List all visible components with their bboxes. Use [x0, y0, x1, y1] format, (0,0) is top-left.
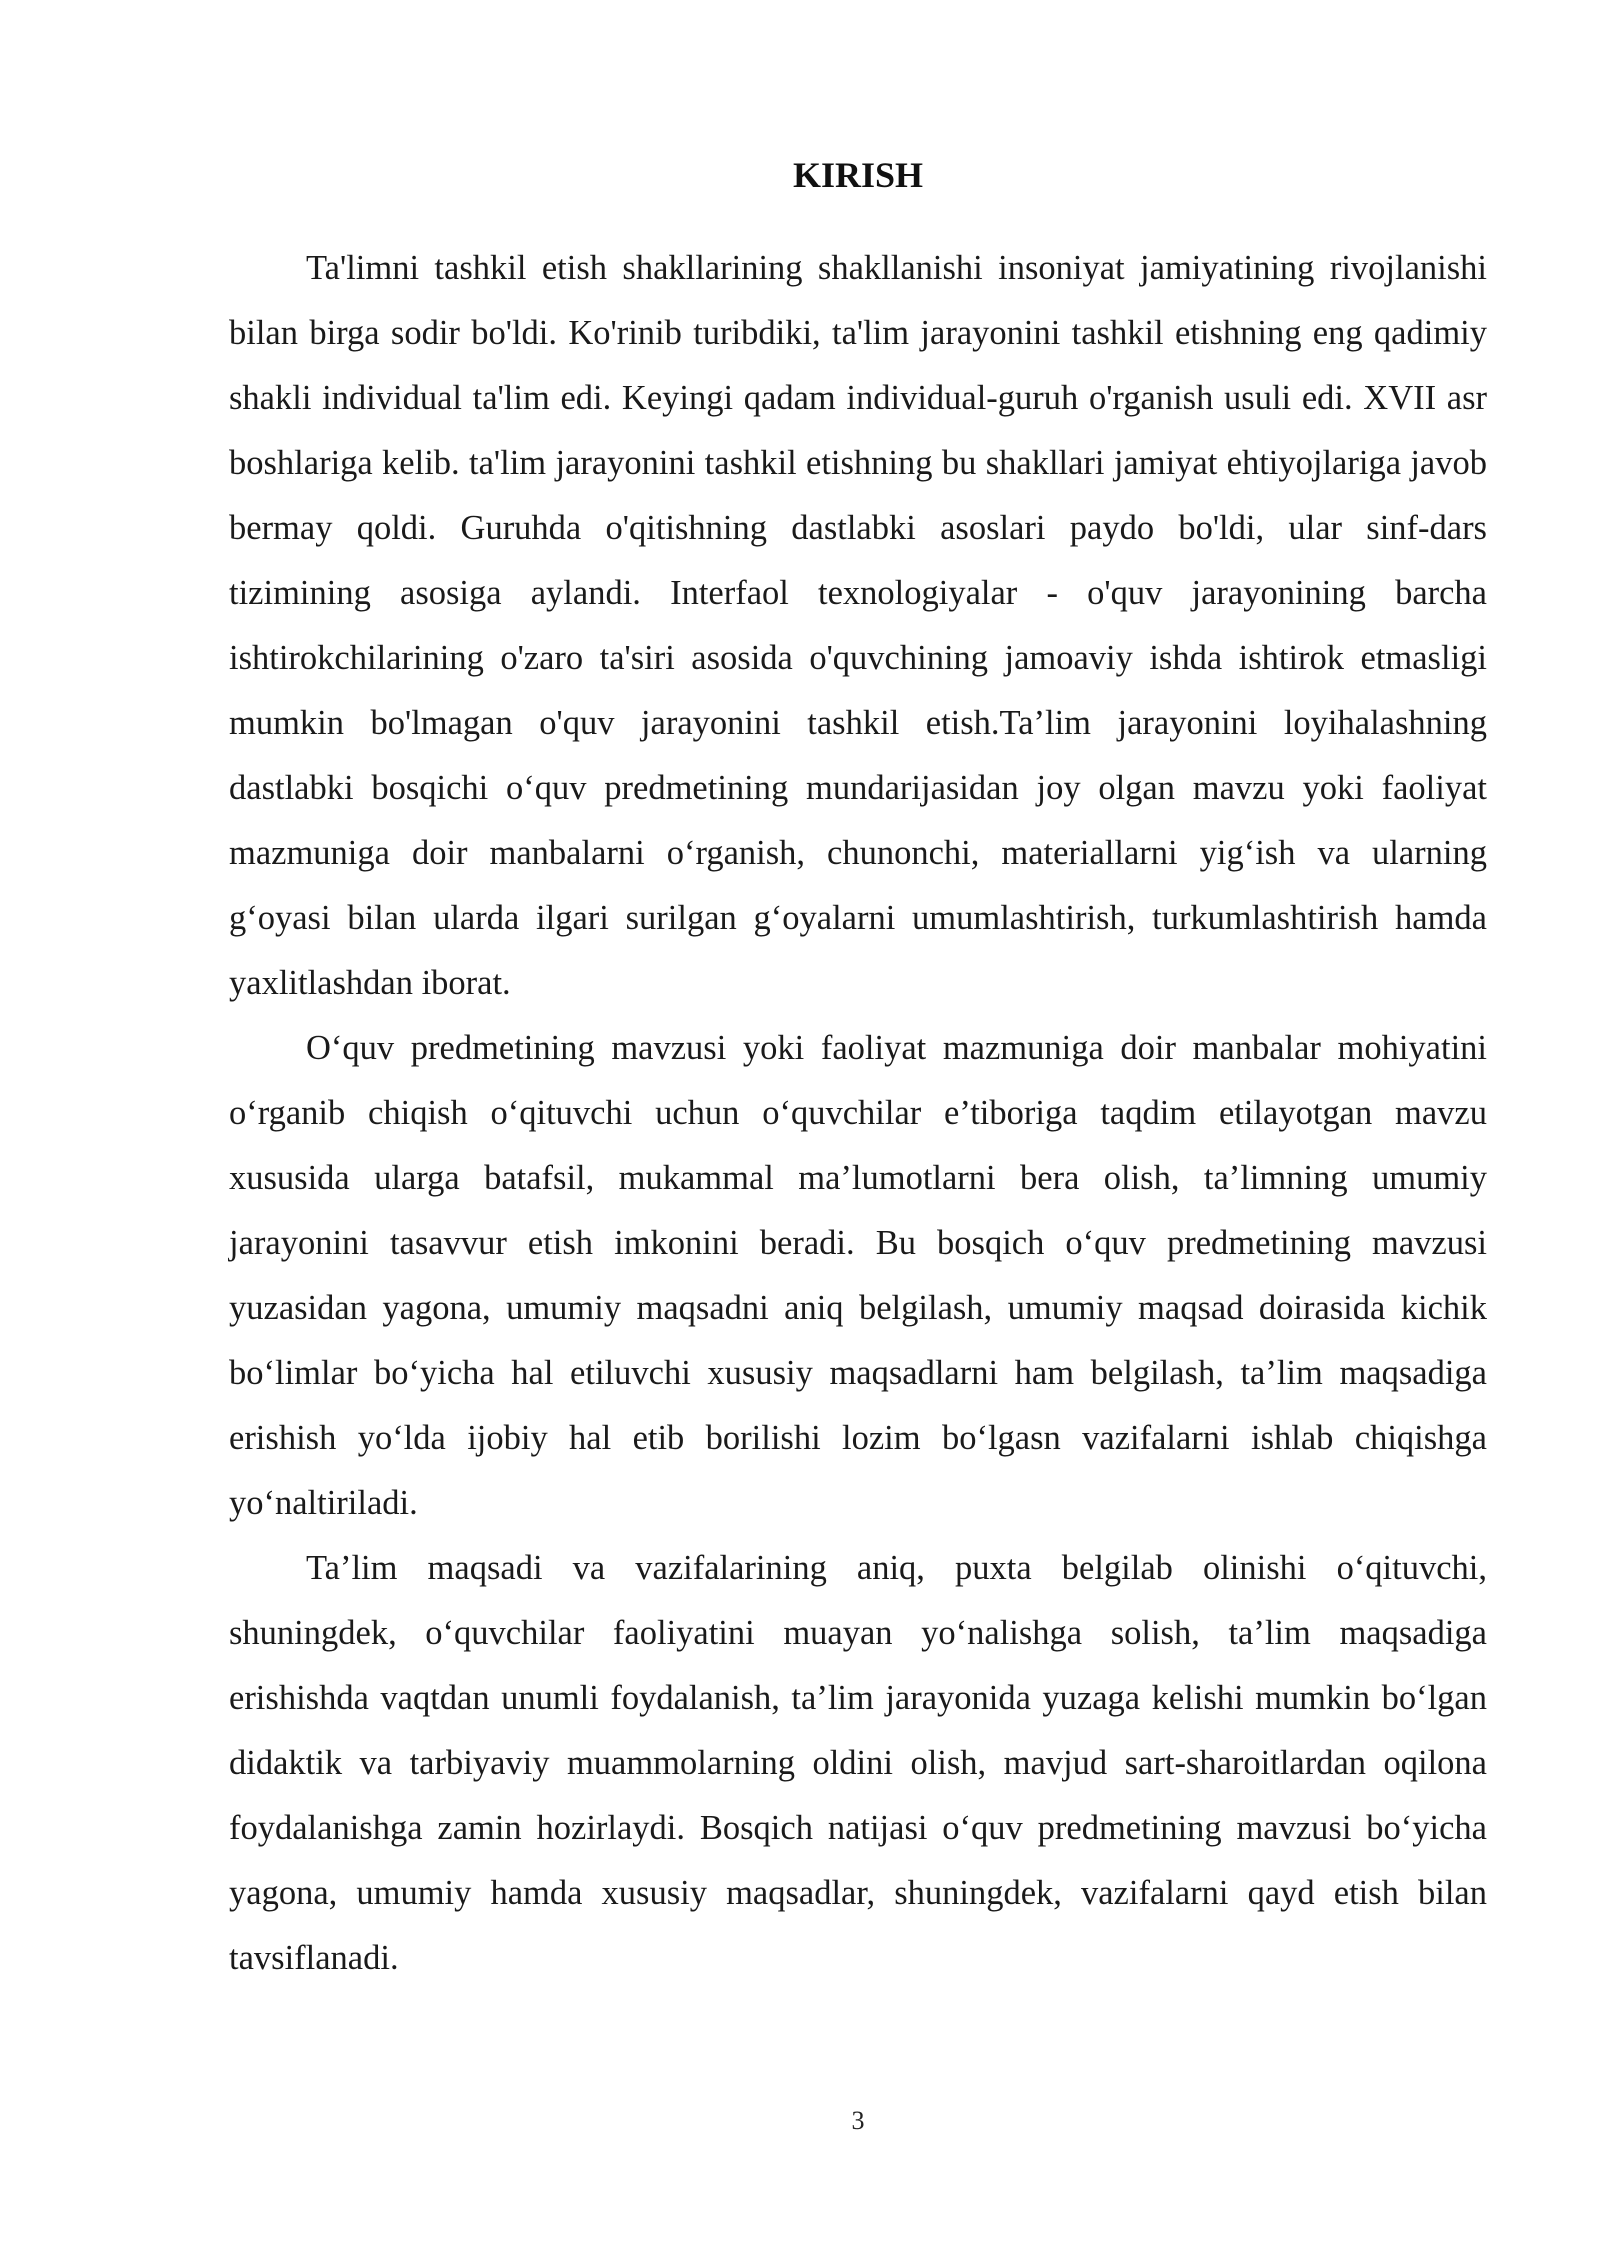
- document-body: [229, 236, 1487, 1991]
- paragraph-1: Ta'limni tashkil etish shakllarining shakllanishi insoniyat jamiyatining rivojlanishi bilan birga sodir bo'ldi. Ko'rinib turibdiki, ta'lim jarayonini tashkil etishning eng qadimiy shakli individual ta'lim edi. Keyingi qadam individual-guruh o'rganish usuli edi. XVII asr boshlariga kelib. ta'lim jarayonini tashkil etishning bu shakllari jamiyat ehtiyojlariga javob bermay qoldi. Guruhda o'qitishning dastlabki asoslari paydo bo'ldi, ular sinf-dars tizimining asosiga aylandi. Interfaol texnologiyalar - o'quv jarayonining barcha ishtirokchilarining o'zaro ta'siri asosida o'quvchining jamoaviy ishda ishtirok etmasligi mumkin bo'lmagan o'quv jarayonini tashkil etish.Ta’lim jarayonini loyihalashning dastlabki bosqichi o‘quv predmetining mundarijasidan joy olgan mavzu yoki faoliyat mazmuniga doir manbalarni o‘rganish, chunonchi, materiallarni yig‘ish va ularning g‘oyasi bilan ularda ilgari surilgan g‘oyalarni umumlashtirish, turkumlashtirish hamda yaxlitlashdan iborat.: [229, 249, 1487, 1002]
- paragraph-2: O‘quv predmetining mavzusi yoki faoliyat mazmuniga doir manbalar mohiyatini o‘rganib chiqish o‘qituvchi uchun o‘quvchilar e’tiboriga taqdim etilayotgan mavzu xususida ularga batafsil, mukammal ma’lumotlarni bera olish, ta’limning umumiy jarayonini tasavvur etish imkonini beradi. Bu bosqich o‘quv predmetining mavzusi yuzasidan yagona, umumiy maqsadni aniq belgilash, umumiy maqsad doirasida kichik bo‘limlar bo‘yicha hal etiluvchi xususiy maqsadlarni ham belgilash, ta’lim maqsadiga erishish yo‘lda ijobiy hal etib borilishi lozim bo‘lgasn vazifalarni ishlab chiqishga yo‘naltiriladi.: [229, 1029, 1487, 1522]
- paragraph-3: Ta’lim maqsadi va vazifalarining aniq, puxta belgilab olinishi o‘qituvchi, shuningdek, o‘quvchilar faoliyatini muayan yo‘nalishga solish, ta’lim maqsadiga erishishda vaqtdan unumli foydalanish, ta’lim jarayonida yuzaga kelishi mumkin bo‘lgan didaktik va tarbiyaviy muammolarning oldini olish, mavjud sart-sharoitlardan oqilona foydalanishga zamin hozirlaydi. Bosqich natijasi o‘quv predmetining mavzusi bo‘yicha yagona, umumiy hamda xususiy maqsadlar, shuningdek, vazifalarni qayd etish bilan tavsiflanadi.: [229, 1549, 1487, 1977]
- page-title: KIRISH: [792, 155, 924, 195]
- page-number: 3: [851, 2106, 865, 2135]
